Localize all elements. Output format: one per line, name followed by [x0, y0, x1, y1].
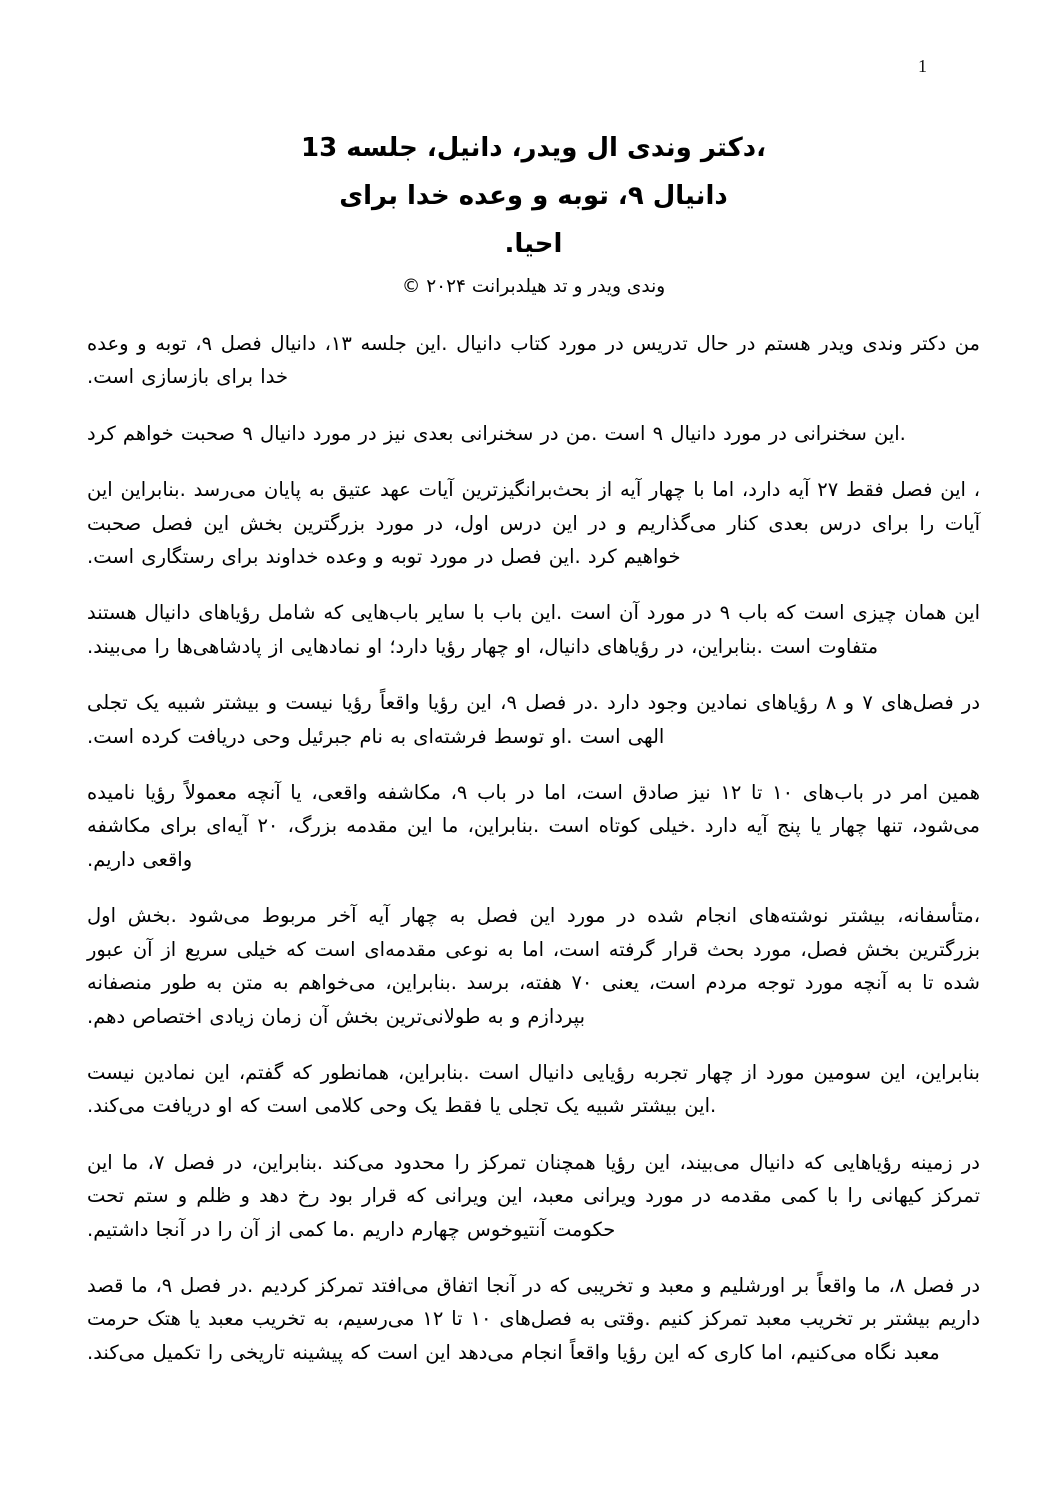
- document-title: [87, 124, 980, 268]
- title-line-3: احیا.: [504, 229, 563, 259]
- copyright-line: وندی ویدر و تد هیلدبرانت ۲۰۲۴ ©: [401, 276, 666, 297]
- page-number: 1: [918, 56, 927, 76]
- paragraph-4: این همان چیزی است که باب ۹ در مورد آن است .این باب با سایر باب‌هایی که شامل رؤیاهای دانیال هستند متفاوت است .بنابراین، در رؤیاهای دانیال، او چهار رؤیا دارد؛ او نمادهایی از پادشاهی‌ها را می‌بیند.: [87, 601, 980, 658]
- paragraph-3: ، این فصل فقط ۲۷ آیه دارد، اما با چهار آیه از بحث‌برانگیزترین آیات عهد عتیق به پایان می‌رسد .بنابراین این آیات را برای درس بعدی کنار می‌گذاریم و در این درس اول، در مورد بزرگترین بخش این فصل صحبت خواهیم کرد .این فصل در مورد توبه و وعده خداوند برای رستگاری است.: [87, 478, 980, 569]
- document-body: [87, 327, 980, 1369]
- paragraph-6: همین امر در باب‌های ۱۰ تا ۱۲ نیز صادق است، اما در باب ۹، مکاشفه واقعی، یا آنچه معمولاً رؤیا نامیده می‌شود، تنها چهار یا پنج آیه دارد .خیلی کوتاه است .بنابراین، ما این مقدمه بزرگ، ۲۰ آیه‌ای برای مکاشفه واقعی داریم.: [87, 781, 980, 871]
- paragraph-5: در فصل‌های ۷ و ۸ رؤیاهای نمادین وجود دارد .در فصل ۹، این رؤیا واقعاً رؤیا نیست و بیشتر شبیه یک تجلی الهی است .او توسط فرشته‌ای به نام جبرئیل وحی دریافت کرده است.: [87, 691, 981, 748]
- paragraph-2: .این سخنرانی در مورد دانیال ۹ است .من در سخنرانی بعدی نیز در مورد دانیال ۹ صحبت خواهم کرد: [87, 421, 906, 445]
- paragraph-8: بنابراین، این سومین مورد از چهار تجربه رؤیایی دانیال است .بنابراین، همانطور که گفتم، این نمادین نیست .این بیشتر شبیه یک تجلی یا فقط یک وحی کلامی است که او دریافت می‌کند.: [87, 1060, 980, 1118]
- title-line-1: ،دکتر وندی ال ویدر، دانیل، جلسه 13: [301, 133, 766, 163]
- paragraph-7: ،متأسفانه، بیشتر نوشته‌های انجام شده در مورد این فصل به چهار آیه آخر مربوط می‌شود .بخش اول بزرگترین بخش فصل، مورد بحث قرار گرفته است، اما به نوعی مقدمه‌ای است که خیلی سریع از آن عبور شده تا به آنچه مورد توجه مردم است، یعنی ۷۰ هفته، برسد .بنابراین، می‌خواهم به متن به طور منصفانه بپردازم و به طولانی‌ترین بخش آن زمان زیادی اختصاص دهم.: [87, 904, 980, 1028]
- paragraph-10: در فصل ۸، ما واقعاً بر اورشلیم و معبد و تخریبی که در آنجا اتفاق می‌افتد تمرکز کردیم .در فصل ۹، ما قصد داریم بیشتر بر تخریب معبد تمرکز کنیم .وقتی به فصل‌های ۱۰ تا ۱۲ می‌رسیم، به تخریب معبد یا هتک حرمت معبد نگاه می‌کنیم، اما کاری که این رؤیا واقعاً انجام می‌دهد این است که پیشینه تاریخی را تکمیل می‌کند.: [87, 1273, 981, 1364]
- paragraph-1: من دکتر وندی ویدر هستم در حال تدریس در مورد کتاب دانیال .این جلسه ۱۳، دانیال فصل ۹، توبه و وعده خدا برای بازسازی است.: [87, 332, 980, 389]
- title-line-2: دانیال ۹، توبه و وعده خدا برای: [339, 181, 728, 211]
- document-content: [87, 124, 980, 1369]
- paragraph-9: در زمینه رؤیاهایی که دانیال می‌بیند، این رؤیا همچنان تمرکز را محدود می‌کند .بنابراین، در فصل ۷، ما این تمرکز کیهانی را با کمی مقدمه در مورد ویرانی معبد، این ویرانی که قرار بود رخ دهد و ظلم و ستم تحت حکومت آنتیوخوس چهارم داریم .ما کمی از آن را در آنجا داشتیم.: [87, 1150, 980, 1241]
